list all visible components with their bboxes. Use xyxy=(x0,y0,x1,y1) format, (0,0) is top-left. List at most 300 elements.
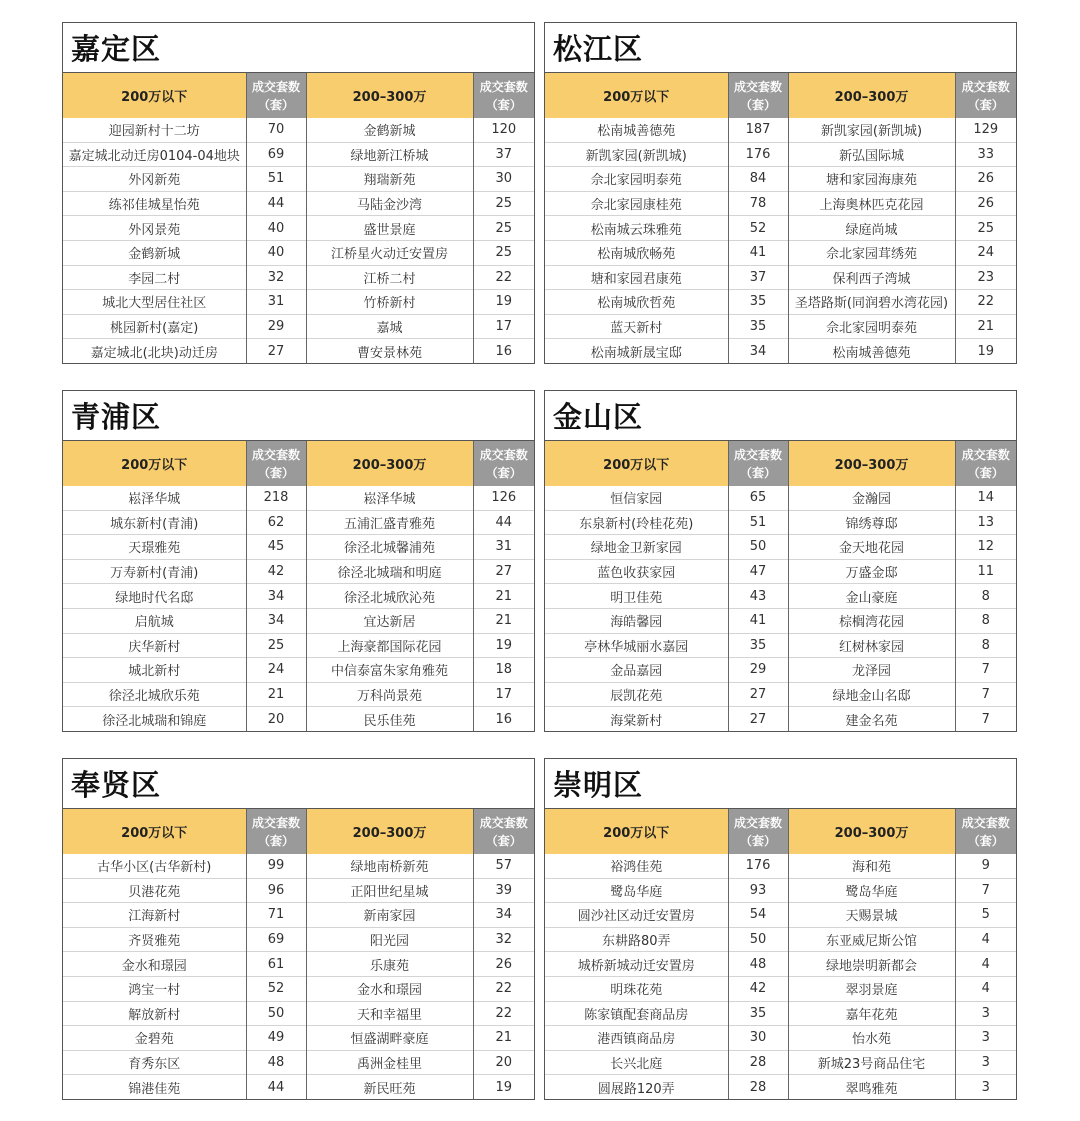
table-row xyxy=(63,976,534,1001)
price-range-header: 200万以下 xyxy=(545,809,728,854)
estate-name-200-300w: 金水和璟园 xyxy=(306,976,473,1001)
estate-name-200-300w: 东亚威尼斯公馆 xyxy=(788,927,955,952)
deal-count-200-300w: 21 xyxy=(955,314,1016,339)
estate-name-200-300w: 鹭岛华庭 xyxy=(788,878,955,903)
deal-count-200-300w: 39 xyxy=(473,878,534,903)
estate-name-200-300w: 绿地金山名邸 xyxy=(788,682,955,707)
deal-count-header-line1: 成交套数 xyxy=(733,447,782,462)
deal-count-200-300w: 3 xyxy=(955,1050,1016,1075)
estate-name-under-200w: 金碧苑 xyxy=(63,1026,246,1051)
estate-name-under-200w: 锦港佳苑 xyxy=(63,1075,246,1099)
table-row xyxy=(63,1050,534,1075)
district-panel xyxy=(62,390,535,732)
estate-name-200-300w: 新民旺苑 xyxy=(306,1075,473,1099)
table-row xyxy=(545,510,1016,535)
deal-count-under-200w: 176 xyxy=(728,854,788,878)
deal-count-200-300w: 11 xyxy=(955,559,1016,584)
deal-count-200-300w: 7 xyxy=(955,878,1016,903)
table-row xyxy=(63,535,534,560)
estate-name-200-300w: 金鹤新城 xyxy=(306,118,473,142)
deal-count-under-200w: 29 xyxy=(728,658,788,683)
estate-name-200-300w: 新南家园 xyxy=(306,903,473,928)
estate-name-200-300w: 徐泾北城馨浦苑 xyxy=(306,535,473,560)
estate-name-under-200w: 解放新村 xyxy=(63,1001,246,1026)
estate-name-under-200w: 城北大型居住社区 xyxy=(63,290,246,315)
price-range-header: 200–300万 xyxy=(306,73,473,118)
deal-count-200-300w: 16 xyxy=(473,707,534,731)
price-range-header: 200万以下 xyxy=(63,441,246,486)
estate-name-under-200w: 外冈景苑 xyxy=(63,216,246,241)
deal-count-200-300w: 57 xyxy=(473,854,534,878)
deal-count-under-200w: 32 xyxy=(246,265,306,290)
deal-count-under-200w: 28 xyxy=(728,1050,788,1075)
table-header-row xyxy=(63,809,534,854)
deal-count-under-200w: 28 xyxy=(728,1075,788,1099)
deal-count-200-300w: 17 xyxy=(473,682,534,707)
table-row xyxy=(545,339,1016,363)
estate-name-under-200w: 徐泾北城瑞和锦庭 xyxy=(63,707,246,731)
estate-name-under-200w: 金品嘉园 xyxy=(545,658,728,683)
table-row xyxy=(545,314,1016,339)
deal-count-under-200w: 42 xyxy=(246,559,306,584)
deal-count-200-300w: 126 xyxy=(473,486,534,510)
deal-count-under-200w: 62 xyxy=(246,510,306,535)
deal-count-200-300w: 44 xyxy=(473,510,534,535)
deal-count-header-line1: 成交套数 xyxy=(479,447,528,462)
deal-count-header-line1: 成交套数 xyxy=(961,447,1010,462)
deal-count-header xyxy=(246,73,306,118)
deal-count-under-200w: 37 xyxy=(728,265,788,290)
estate-name-under-200w: 海皓馨园 xyxy=(545,608,728,633)
deal-count-under-200w: 96 xyxy=(246,878,306,903)
district-panel xyxy=(544,390,1017,732)
estate-name-200-300w: 嘉年花苑 xyxy=(788,1001,955,1026)
table-row xyxy=(545,486,1016,510)
sales-table xyxy=(545,73,1016,363)
deal-count-header-line1: 成交套数 xyxy=(251,447,300,462)
estate-name-under-200w: 城桥新城动迁安置房 xyxy=(545,952,728,977)
deal-count-200-300w: 22 xyxy=(473,976,534,1001)
estate-name-200-300w: 正阳世纪星城 xyxy=(306,878,473,903)
estate-name-under-200w: 嘉定城北动迁房0104-04地块 xyxy=(63,142,246,167)
table-row xyxy=(545,707,1016,731)
table-row xyxy=(545,633,1016,658)
estate-name-200-300w: 嘉城 xyxy=(306,314,473,339)
deal-count-header-line1: 成交套数 xyxy=(961,79,1010,94)
estate-name-under-200w: 新凯家园(新凯城) xyxy=(545,142,728,167)
deal-count-200-300w: 27 xyxy=(473,559,534,584)
deal-count-200-300w: 26 xyxy=(955,167,1016,192)
estate-name-200-300w: 锦绣尊邸 xyxy=(788,510,955,535)
estate-name-200-300w: 曹安景林苑 xyxy=(306,339,473,363)
estate-name-under-200w: 金鹤新城 xyxy=(63,240,246,265)
deal-count-under-200w: 69 xyxy=(246,142,306,167)
table-row xyxy=(545,1026,1016,1051)
estate-name-200-300w: 海和苑 xyxy=(788,854,955,878)
deal-count-header-line1: 成交套数 xyxy=(251,79,300,94)
district-title: 奉贤区 xyxy=(63,759,534,809)
deal-count-under-200w: 35 xyxy=(728,1001,788,1026)
deal-count-200-300w: 26 xyxy=(955,191,1016,216)
price-range-header: 200万以下 xyxy=(545,441,728,486)
table-row xyxy=(545,608,1016,633)
table-row xyxy=(545,952,1016,977)
table-row xyxy=(545,216,1016,241)
deal-count-200-300w: 3 xyxy=(955,1026,1016,1051)
deal-count-under-200w: 49 xyxy=(246,1026,306,1051)
deal-count-200-300w: 14 xyxy=(955,486,1016,510)
estate-name-under-200w: 恒信家园 xyxy=(610,492,663,508)
estate-name-200-300w: 龙泽园 xyxy=(788,658,955,683)
deal-count-200-300w: 22 xyxy=(473,1001,534,1026)
deal-count-under-200w: 99 xyxy=(246,854,306,878)
deal-count-header-line1: 成交套数 xyxy=(733,815,782,830)
table-row xyxy=(63,584,534,609)
deal-count-under-200w: 70 xyxy=(246,118,306,142)
deal-count-200-300w: 4 xyxy=(955,952,1016,977)
estate-name-200-300w: 翔瑞新苑 xyxy=(306,167,473,192)
deal-count-header xyxy=(473,73,534,118)
table-header-row xyxy=(63,441,534,486)
estate-name-under-200w: 古华小区(古华新村) xyxy=(97,860,212,876)
deal-count-under-200w: 84 xyxy=(728,167,788,192)
estate-name-under-200w: 李园二村 xyxy=(63,265,246,290)
deal-count-200-300w: 12 xyxy=(955,535,1016,560)
deal-count-under-200w: 21 xyxy=(246,682,306,707)
estate-name-200-300w: 松南城善德苑 xyxy=(788,339,955,363)
deal-count-header-line1: 成交套数 xyxy=(251,815,300,830)
deal-count-200-300w: 21 xyxy=(473,584,534,609)
deal-count-under-200w: 29 xyxy=(246,314,306,339)
estate-name-under-200w: 蓝色收获家园 xyxy=(545,559,728,584)
estate-name-under-200w: 裕鸿佳苑 xyxy=(610,860,663,876)
deal-count-under-200w: 65 xyxy=(728,486,788,510)
deal-count-header-unit: （套） xyxy=(257,465,294,480)
deal-count-200-300w: 120 xyxy=(473,118,534,142)
table-header-row xyxy=(545,441,1016,486)
price-range-header: 200–300万 xyxy=(788,809,955,854)
estate-name-200-300w: 怡水苑 xyxy=(788,1026,955,1051)
deal-count-under-200w: 35 xyxy=(728,290,788,315)
estate-name-200-300w: 乐康苑 xyxy=(306,952,473,977)
table-row xyxy=(545,584,1016,609)
deal-count-header xyxy=(473,441,534,486)
estate-name-200-300w: 塘和家园海康苑 xyxy=(788,167,955,192)
deal-count-header xyxy=(246,809,306,854)
deal-count-under-200w: 69 xyxy=(246,927,306,952)
estate-name-under-200w: 松南城新晟宝邸 xyxy=(545,339,728,363)
sales-table xyxy=(545,441,1016,731)
estate-name-under-200w: 长兴北庭 xyxy=(545,1050,728,1075)
deal-count-200-300w: 7 xyxy=(955,707,1016,731)
deal-count-under-200w: 31 xyxy=(246,290,306,315)
estate-name-200-300w: 江桥星火动迁安置房 xyxy=(306,240,473,265)
table-row xyxy=(63,952,534,977)
estate-name-under-200w: 辰凯花苑 xyxy=(545,682,728,707)
district-title: 金山区 xyxy=(545,391,1016,441)
table-row xyxy=(63,559,534,584)
estate-name-under-200w: 陈家镇配套商品房 xyxy=(545,1001,728,1026)
deal-count-under-200w: 93 xyxy=(728,878,788,903)
estate-name-200-300w: 天赐景城 xyxy=(788,903,955,928)
deal-count-200-300w: 24 xyxy=(955,240,1016,265)
estate-name-200-300w: 上海豪都国际花园 xyxy=(306,633,473,658)
deal-count-200-300w: 25 xyxy=(955,216,1016,241)
table-row xyxy=(545,1075,1016,1099)
deal-count-under-200w: 54 xyxy=(728,903,788,928)
deal-count-under-200w: 44 xyxy=(246,191,306,216)
table-row xyxy=(545,658,1016,683)
deal-count-under-200w: 20 xyxy=(246,707,306,731)
deal-count-200-300w: 18 xyxy=(473,658,534,683)
estate-name-under-200w: 迎园新村十二坊 xyxy=(108,124,200,140)
estate-name-under-200w: 城东新村(青浦) xyxy=(63,510,246,535)
deal-count-under-200w: 51 xyxy=(246,167,306,192)
estate-name-under-200w: 蓝天新村 xyxy=(545,314,728,339)
estate-name-under-200w: 松南城云珠雅苑 xyxy=(545,216,728,241)
deal-count-under-200w: 52 xyxy=(728,216,788,241)
deal-count-200-300w: 31 xyxy=(473,535,534,560)
deal-count-200-300w: 21 xyxy=(473,608,534,633)
deal-count-under-200w: 27 xyxy=(728,682,788,707)
table-row xyxy=(63,682,534,707)
table-row xyxy=(63,191,534,216)
estate-name-under-200w: 嘉定城北(北块)动迁房 xyxy=(63,339,246,363)
deal-count-under-200w: 34 xyxy=(246,608,306,633)
estate-name-under-200w: 城北新村 xyxy=(63,658,246,683)
estate-name-200-300w: 保利西子湾城 xyxy=(788,265,955,290)
deal-count-200-300w: 4 xyxy=(955,976,1016,1001)
deal-count-200-300w: 20 xyxy=(473,1050,534,1075)
deal-count-under-200w: 61 xyxy=(246,952,306,977)
table-row xyxy=(63,903,534,928)
deal-count-under-200w: 34 xyxy=(728,339,788,363)
deal-count-under-200w: 35 xyxy=(728,314,788,339)
deal-count-under-200w: 30 xyxy=(728,1026,788,1051)
estate-name-under-200w: 练祁佳城星怡苑 xyxy=(63,191,246,216)
estate-name-under-200w: 海棠新村 xyxy=(545,707,728,731)
deal-count-under-200w: 25 xyxy=(246,633,306,658)
deal-count-header xyxy=(473,809,534,854)
estate-name-200-300w: 建金名苑 xyxy=(788,707,955,731)
table-row xyxy=(63,142,534,167)
table-row xyxy=(63,118,534,142)
deal-count-under-200w: 41 xyxy=(728,608,788,633)
deal-count-header-unit: （套） xyxy=(967,465,1004,480)
deal-count-header xyxy=(955,441,1016,486)
deal-count-200-300w: 25 xyxy=(473,216,534,241)
estate-name-under-200w: 齐贤雅苑 xyxy=(63,927,246,952)
district-title: 崇明区 xyxy=(545,759,1016,809)
estate-name-under-200w: 万寿新村(青浦) xyxy=(63,559,246,584)
estate-name-under-200w: 绿地金卫新家园 xyxy=(545,535,728,560)
estate-name-under-200w: 港西镇商品房 xyxy=(545,1026,728,1051)
deal-count-under-200w: 47 xyxy=(728,559,788,584)
deal-count-header-unit: （套） xyxy=(485,97,522,112)
deal-count-200-300w: 5 xyxy=(955,903,1016,928)
estate-name-under-200w: 明珠花苑 xyxy=(545,976,728,1001)
table-row xyxy=(63,1001,534,1026)
table-row xyxy=(545,240,1016,265)
estate-name-under-200w: 塘和家园君康苑 xyxy=(545,265,728,290)
table-row xyxy=(63,314,534,339)
estate-name-under-200w: 明卫佳苑 xyxy=(545,584,728,609)
estate-name-200-300w: 阳光园 xyxy=(306,927,473,952)
estate-name-200-300w: 红树林家园 xyxy=(788,633,955,658)
deal-count-200-300w: 13 xyxy=(955,510,1016,535)
table-row xyxy=(545,976,1016,1001)
estate-name-200-300w: 圣塔路斯(同润碧水湾花园) xyxy=(788,290,955,315)
deal-count-200-300w: 7 xyxy=(955,658,1016,683)
table-row xyxy=(63,339,534,363)
deal-count-under-200w: 51 xyxy=(728,510,788,535)
deal-count-under-200w: 50 xyxy=(246,1001,306,1026)
deal-count-200-300w: 19 xyxy=(473,633,534,658)
estate-name-200-300w: 上海奥林匹克花园 xyxy=(788,191,955,216)
estate-name-200-300w: 民乐佳苑 xyxy=(306,707,473,731)
estate-name-200-300w: 徐泾北城欣沁苑 xyxy=(306,584,473,609)
table-row xyxy=(63,167,534,192)
deal-count-under-200w: 40 xyxy=(246,240,306,265)
deal-count-200-300w: 21 xyxy=(473,1026,534,1051)
table-row xyxy=(545,142,1016,167)
deal-count-200-300w: 16 xyxy=(473,339,534,363)
estate-name-200-300w: 新凯家园(新凯城) xyxy=(788,118,955,142)
deal-count-under-200w: 42 xyxy=(728,976,788,1001)
deal-count-header-unit: （套） xyxy=(257,833,294,848)
deal-count-200-300w: 25 xyxy=(473,191,534,216)
deal-count-200-300w: 4 xyxy=(955,927,1016,952)
estate-name-under-200w: 亭林华城丽水嘉园 xyxy=(545,633,728,658)
price-range-header: 200–300万 xyxy=(788,441,955,486)
deal-count-200-300w: 19 xyxy=(473,1075,534,1099)
deal-count-under-200w: 34 xyxy=(246,584,306,609)
district-panel xyxy=(544,22,1017,364)
deal-count-200-300w: 8 xyxy=(955,608,1016,633)
deal-count-header-unit: （套） xyxy=(485,833,522,848)
estate-name-200-300w: 马陆金沙湾 xyxy=(306,191,473,216)
estate-name-under-200w: 松南城欣畅苑 xyxy=(545,240,728,265)
table-row xyxy=(545,1050,1016,1075)
deal-count-header-unit: （套） xyxy=(739,97,776,112)
estate-name-under-200w: 绿地时代名邸 xyxy=(63,584,246,609)
deal-count-200-300w: 129 xyxy=(955,118,1016,142)
deal-count-under-200w: 52 xyxy=(246,976,306,1001)
estate-name-200-300w: 翠鸣雅苑 xyxy=(788,1075,955,1099)
deal-count-under-200w: 218 xyxy=(246,486,306,510)
estate-name-under-200w: 松南城善德苑 xyxy=(597,124,676,140)
deal-count-200-300w: 3 xyxy=(955,1075,1016,1099)
estate-name-200-300w: 恒盛湖畔豪庭 xyxy=(306,1026,473,1051)
district-title: 青浦区 xyxy=(63,391,534,441)
price-range-header: 200万以下 xyxy=(545,73,728,118)
estate-name-200-300w: 竹桥新村 xyxy=(306,290,473,315)
estate-name-under-200w: 庆华新村 xyxy=(63,633,246,658)
deal-count-under-200w: 45 xyxy=(246,535,306,560)
estate-name-under-200w: 育秀东区 xyxy=(63,1050,246,1075)
deal-count-under-200w: 48 xyxy=(728,952,788,977)
district-title: 松江区 xyxy=(545,23,1016,73)
deal-count-header-unit: （套） xyxy=(739,833,776,848)
district-panel xyxy=(62,758,535,1100)
deal-count-header-line1: 成交套数 xyxy=(961,815,1010,830)
table-row xyxy=(63,290,534,315)
table-header-row xyxy=(545,809,1016,854)
deal-count-200-300w: 9 xyxy=(955,854,1016,878)
deal-count-under-200w: 27 xyxy=(246,339,306,363)
deal-count-200-300w: 33 xyxy=(955,142,1016,167)
estate-name-under-200w: 鹭岛华庭 xyxy=(545,878,728,903)
estate-name-under-200w: 佘北家园明泰苑 xyxy=(545,167,728,192)
estate-name-200-300w: 禹洲金桂里 xyxy=(306,1050,473,1075)
estate-name-200-300w: 金瀚园 xyxy=(788,486,955,510)
price-range-header: 200–300万 xyxy=(788,73,955,118)
estate-name-200-300w: 棕榈湾花园 xyxy=(788,608,955,633)
estate-name-under-200w: 圆沙社区动迁安置房 xyxy=(545,903,728,928)
estate-name-under-200w: 徐泾北城欣乐苑 xyxy=(63,682,246,707)
sales-table xyxy=(63,73,534,363)
deal-count-under-200w: 44 xyxy=(246,1075,306,1099)
table-row xyxy=(63,707,534,731)
price-range-header: 200万以下 xyxy=(63,809,246,854)
deal-count-200-300w: 30 xyxy=(473,167,534,192)
estate-name-200-300w: 宜达新居 xyxy=(306,608,473,633)
deal-count-200-300w: 8 xyxy=(955,584,1016,609)
estate-name-under-200w: 东泉新村(玲桂花苑) xyxy=(545,510,728,535)
estate-name-under-200w: 鸿宝一村 xyxy=(63,976,246,1001)
deal-count-header xyxy=(728,809,788,854)
estate-name-200-300w: 绿庭尚城 xyxy=(788,216,955,241)
price-range-header: 200万以下 xyxy=(63,73,246,118)
table-row xyxy=(545,559,1016,584)
deal-count-header xyxy=(246,441,306,486)
estate-name-200-300w: 绿地崇明新都会 xyxy=(788,952,955,977)
estate-name-200-300w: 金天地花园 xyxy=(788,535,955,560)
estate-name-200-300w: 绿地新江桥城 xyxy=(306,142,473,167)
deal-count-under-200w: 71 xyxy=(246,903,306,928)
table-header-row xyxy=(63,73,534,118)
deal-count-under-200w: 48 xyxy=(246,1050,306,1075)
table-row xyxy=(545,682,1016,707)
deal-count-under-200w: 40 xyxy=(246,216,306,241)
estate-name-200-300w: 江桥二村 xyxy=(306,265,473,290)
table-row xyxy=(63,240,534,265)
table-row xyxy=(545,265,1016,290)
estate-name-200-300w: 金山豪庭 xyxy=(788,584,955,609)
estate-name-under-200w: 崧泽华城 xyxy=(128,492,181,508)
deal-count-under-200w: 187 xyxy=(728,118,788,142)
price-range-header: 200–300万 xyxy=(306,441,473,486)
deal-count-200-300w: 7 xyxy=(955,682,1016,707)
deal-count-under-200w: 50 xyxy=(728,927,788,952)
deal-count-header xyxy=(728,73,788,118)
deal-count-header-unit: （套） xyxy=(257,97,294,112)
deal-count-header-unit: （套） xyxy=(967,833,1004,848)
deal-count-200-300w: 37 xyxy=(473,142,534,167)
table-row xyxy=(63,633,534,658)
estate-name-under-200w: 圆展路120弄 xyxy=(545,1075,728,1099)
estate-name-200-300w: 五浦汇盛青雅苑 xyxy=(306,510,473,535)
table-row xyxy=(63,1075,534,1099)
district-title: 嘉定区 xyxy=(63,23,534,73)
table-row xyxy=(545,290,1016,315)
deal-count-under-200w: 41 xyxy=(728,240,788,265)
estate-name-under-200w: 松南城欣哲苑 xyxy=(545,290,728,315)
table-row xyxy=(63,927,534,952)
table-row xyxy=(63,510,534,535)
deal-count-header-line1: 成交套数 xyxy=(733,79,782,94)
estate-name-200-300w: 万盛金邸 xyxy=(788,559,955,584)
